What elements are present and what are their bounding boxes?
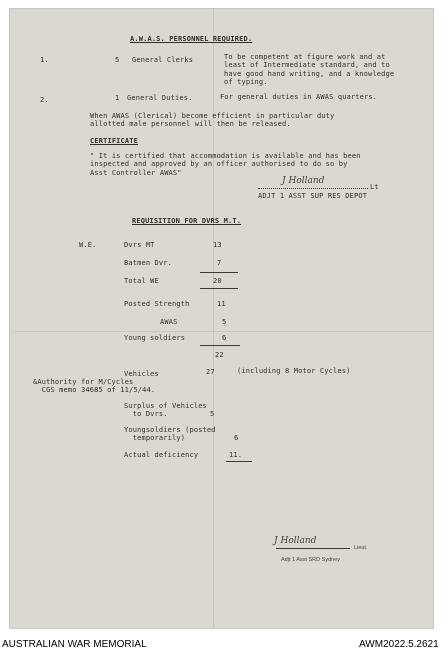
stamp-text: Adjt 1 Asst SRD Sydney [281,557,340,563]
vehicles-note: (including 8 Motor Cycles) [237,367,351,375]
certificate-text: " It is certified that accommodation is available and has been inspected and approved by an officer authorised to do so by Asst Controller AWAS" [90,152,361,177]
item-description: For general duties in AWAS quarters. [220,93,378,101]
youngsoldiers-value: 6 [234,434,239,442]
fold-crease-horizontal [9,331,434,332]
posted-value: 11 [217,300,226,308]
surplus-value: 5 [210,410,215,418]
fold-crease-vertical [213,8,214,629]
deficiency-underline [226,461,252,462]
certificate-officer: ADJT 1 ASST SUP RES DEPOT [258,192,368,200]
authority-note: &Authority for M/Cycles CGS memo 34685 of 11/5/44. [33,378,156,395]
sum-rule [200,288,238,289]
requisition-value: 20 [213,277,222,285]
posted-value: 6 [222,334,227,342]
stamp-line [276,548,350,549]
signature-line [258,188,368,189]
sum-rule [200,272,238,273]
posted-label: Young soldiers [124,334,186,342]
item-number: 2. [40,96,49,104]
deficiency-value: 11. [229,451,243,459]
requisition-label: Dvrs MT [124,241,155,249]
bottom-signature: J Holland [274,536,317,546]
deficiency-label: Actual deficiency [124,451,199,459]
archive-credit: AUSTRALIAN WAR MEMORIAL [2,639,147,650]
stamp-rank: Lieut. [354,545,368,551]
requisition-label: Batmen Dvr. [124,259,173,267]
vehicles-value: 27 [206,368,215,376]
posted-total: 22 [215,351,224,359]
requisition-value: 13 [213,241,222,249]
requisition-value: 7 [217,259,222,267]
item-role: General Duties. [127,94,193,102]
posted-label: Posted Strength [124,300,190,308]
item-description: To be competent at figure work and at least of Intermediate standard, and to have good hand writing, and a knowledge of typing. [224,53,395,86]
item-quantity: 1 [115,94,120,102]
certificate-signature: J Holland [282,176,325,186]
requisition-heading: REQUISITION FOR DVRS M.T. [132,217,242,225]
surplus-label: Surplus of Vehicles to Dvrs. [124,402,207,419]
page-title: A.W.A.S. PERSONNEL REQUIRED. [130,35,253,43]
item-number: 1. [40,56,49,64]
certificate-rank: Lt [370,183,379,191]
posted-value: 5 [222,318,227,326]
we-label: W.E. [79,241,97,249]
archive-reference: AWM2022.5.2621 [359,639,439,650]
certificate-heading: CERTIFICATE [90,137,139,145]
clerical-note: When AWAS (Clerical) become efficient in particular duty allotted male personnel will then be released. [90,112,335,129]
sum-rule [200,345,240,346]
requisition-label: Total WE [124,277,159,285]
youngsoldiers-label: Youngsoldiers (posted temporarily) [124,426,216,443]
posted-label: AWAS [160,318,178,326]
item-quantity: 5 [115,56,120,64]
vehicles-label: Vehicles [124,370,159,378]
item-role: General Clerks [132,56,194,64]
